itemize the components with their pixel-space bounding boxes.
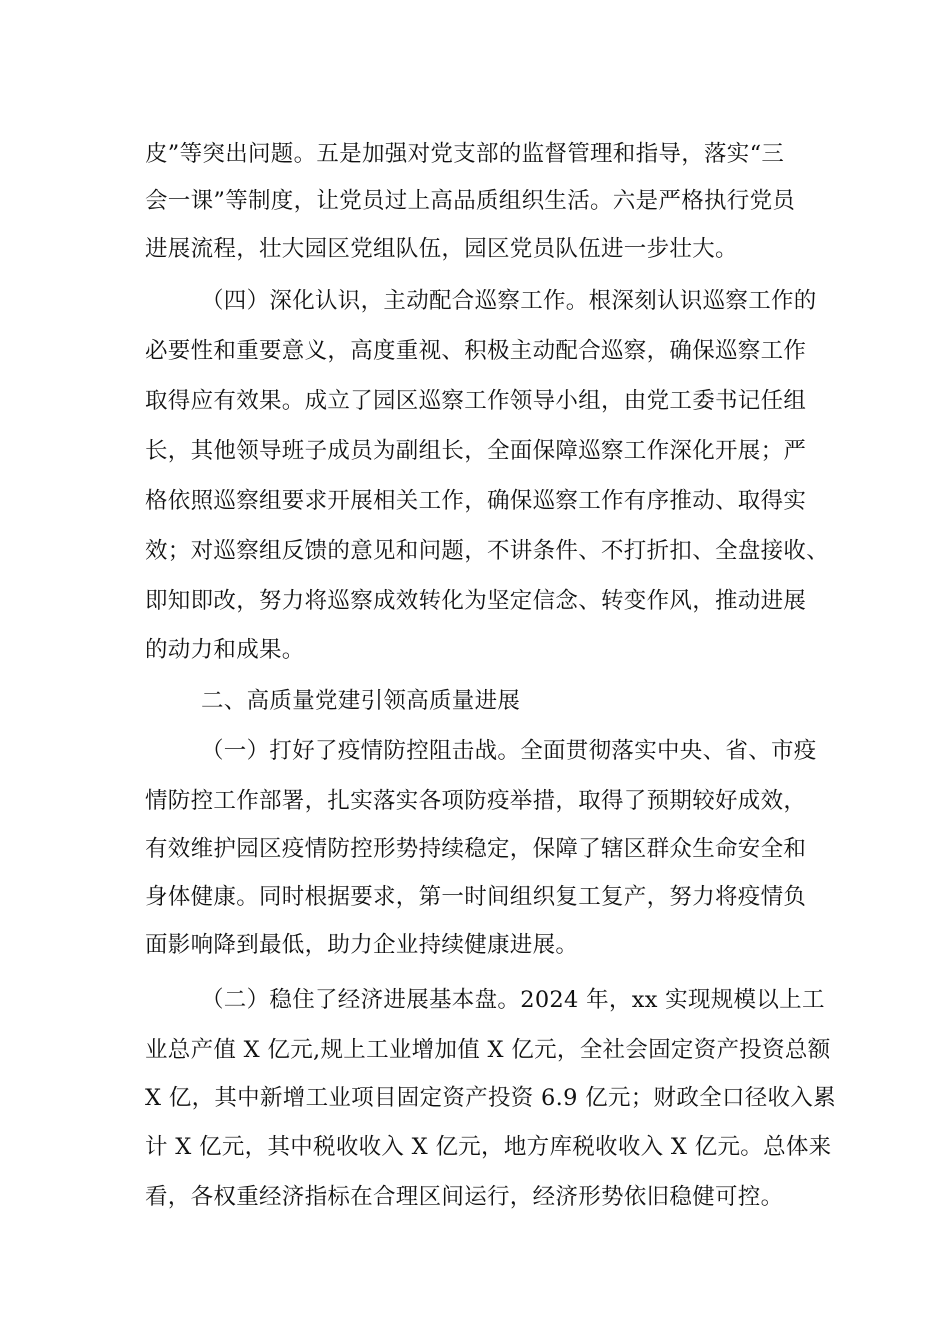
text-line-1: 皮”等突出问题。五是加强对党支部的监督管理和指导，落实“三 (145, 141, 785, 167)
text-line-20: X 亿，其中新增工业项目固定资产投资 6.9 亿元；财政全口径收入累 (145, 1085, 836, 1111)
text-line-14: 情防控工作部署，扎实落实各项防疫举措，取得了预期较好成效， (145, 788, 807, 814)
text-line-7: 长，其他领导班子成员为副组长，全面保障巡察工作深化开展；严 (145, 438, 807, 464)
text-line-21: 计 X 亿元，其中税收收入 X 亿元，地方库税收收入 X 亿元。总体来 (145, 1134, 832, 1160)
text-line-17: 面影响降到最低，助力企业持续健康进展。 (145, 932, 579, 958)
text-line-13: （一）打好了疫情防控阻击战。全面贯彻落实中央、省、市疫 (201, 738, 817, 764)
text-line-4: （四）深化认识，主动配合巡察工作。根深刻认识巡察工作的 (201, 288, 817, 314)
text-line-10: 即知即改，努力将巡察成效转化为坚定信念、转变作风，推动进展 (145, 588, 807, 614)
text-line-15: 有效维护园区疫情防控形势持续稳定，保障了辖区群众生命安全和 (145, 836, 807, 862)
text-line-8: 格依照巡察组要求开展相关工作，确保巡察工作有序推动、取得实 (145, 488, 807, 514)
section-heading: 二、高质量党建引领高质量进展 (201, 688, 521, 714)
text-line-22: 看，各权重经济指标在合理区间运行，经济形势依旧稳健可控。 (145, 1184, 784, 1210)
text-line-19: 业总产值 X 亿元,规上工业增加值 X 亿元，全社会固定资产投资总额 (145, 1037, 831, 1063)
text-line-2: 会一课”等制度，让党员过上高品质组织生活。六是严格执行党员 (145, 188, 796, 214)
text-line-9: 效；对巡察组反馈的意见和问题，不讲条件、不打折扣、全盘接收、 (145, 538, 830, 564)
text-line-18: （二）稳住了经济进展基本盘。2024 年，xx 实现规模以上工 (201, 987, 825, 1013)
text-line-16: 身体健康。同时根据要求，第一时间组织复工复产，努力将疫情负 (145, 884, 807, 910)
text-line-11: 的动力和成果。 (145, 637, 305, 663)
text-line-6: 取得应有效果。成立了园区巡察工作领导小组，由党工委书记任组 (145, 388, 807, 414)
text-line-5: 必要性和重要意义，高度重视、积极主动配合巡察，确保巡察工作 (145, 338, 807, 364)
text-line-3: 进展流程，壮大园区党组队伍，园区党员队伍进一步壮大。 (145, 236, 738, 262)
